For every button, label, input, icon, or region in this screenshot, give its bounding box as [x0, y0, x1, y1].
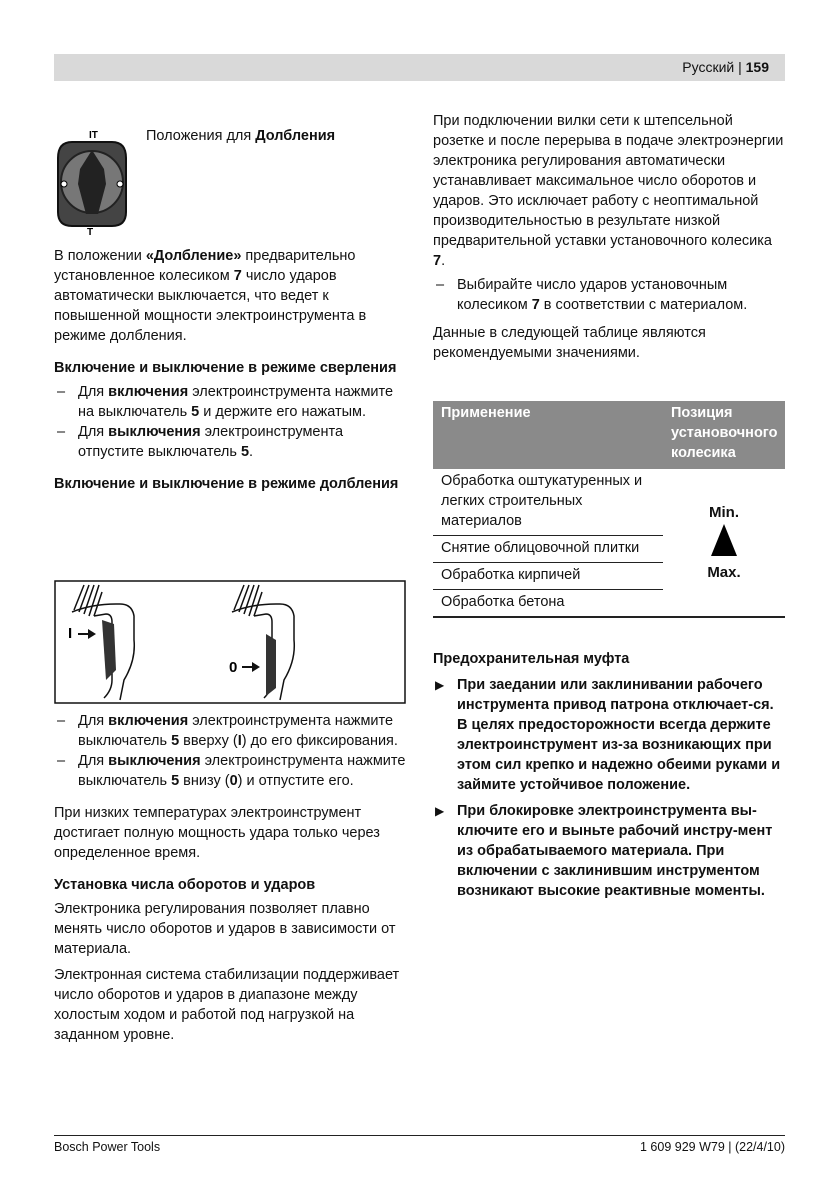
heading-chisel-mode: Включение и выключение в режиме долбления — [54, 476, 399, 492]
table-header-position: Позиция установочного колесика — [663, 401, 785, 469]
heading-speed-setting: Установка числа оборотов и ударов — [54, 877, 316, 893]
page-header-text — [682, 59, 769, 75]
cold-temperature-paragraph: При низких температурах электроинструмент достигает полную мощность удара только через определенное время. — [54, 805, 380, 861]
list-item: – Для выключения электроинструмента отпустите выключатель 5. — [57, 424, 344, 460]
list-item: – Выбирайте число ударов установочным колесиком 7 в соответствии с материалом. — [436, 277, 748, 313]
speed-paragraph-2: Электронная система стабилизации поддерживает число оборотов и ударов в диапазоне между холостым ходом и работой под нагрузкой на заданном уровне. — [54, 967, 400, 1043]
heading-safety-clutch: Предохранительная муфта — [433, 651, 630, 667]
warning-item: ▶ При заедании или заклинивании рабочего инструмента привод патрона отключает-ся. В целях предосторожности всегда держите электроинструмент из-за возникающих при этом сил крепко и надежно обеими руками и займите устойчивое положение. — [435, 677, 781, 793]
drill-instructions — [54, 382, 406, 462]
table-row: Обработка бетона — [433, 590, 785, 618]
safety-clutch-section — [433, 649, 785, 901]
table-header-row — [433, 401, 785, 469]
chisel-instructions — [54, 711, 406, 791]
increase-arrow-icon — [709, 522, 739, 558]
power-restore-paragraph: При подключении вилки сети к штепсельной розетке и после перерыва в подаче электроэнергии электроника регулирования автоматически устанавливает максимальное число оборотов и ударов. Это исключает работу с неоптимальной производительностью в результате низкой предварительной уставки установочного колесика 7. — [433, 113, 784, 269]
max-label: Max. — [707, 563, 741, 581]
header-language: Русский — [682, 59, 735, 75]
footer-brand: Bosch Power Tools — [54, 1140, 161, 1154]
dial-caption: Положения для Долбления — [146, 128, 336, 144]
mode-dial-illustration — [54, 124, 130, 236]
svg-text:0: 0 — [229, 659, 238, 676]
switch-illustration — [54, 580, 406, 704]
speed-paragraph-1: Электроника регулирования позволяет плавно менять число оборотов и ударов в зависимости от материала. — [54, 901, 396, 957]
right-column — [433, 111, 785, 363]
footer-divider — [54, 1135, 785, 1136]
footer-doc-id: 1 609 929 W79 | (22/4/10) — [639, 1140, 785, 1154]
table-row: Обработка кирпичей — [433, 563, 785, 590]
min-label: Min. — [709, 503, 739, 521]
list-item: – Для включения электроинструмента нажмите выключатель 5 вверху (I) до его фиксирования. — [57, 713, 398, 749]
bullet-arrow-icon: ▶ — [435, 804, 445, 818]
chisel-mode-paragraph: В положении «Долбление» предварительно установленное колесиком 7 число ударов автоматически выключается, что ведет к повышенной мощности электроинструмента в режиме долбления. — [54, 248, 367, 344]
svg-text:T: T — [87, 227, 94, 236]
table-row: Снятие облицовочной плитки — [433, 536, 785, 563]
table-intro-paragraph: Данные в следующей таблице являются рекомендуемыми значениями. — [433, 325, 706, 361]
left-column-lower — [54, 711, 406, 1045]
header-separator: | — [738, 59, 742, 75]
page-header-bar — [54, 54, 785, 81]
table-row: Обработка оштукатуренных и легких строительных материалов Min. Max. — [433, 469, 785, 536]
warning-item: ▶ При блокировке электроинструмента вы-ключите его и выньте рабочий инстру-мент из обрабатываемого материала. При включении с заклинившим инструментом возникают высокие реактивные моменты. — [435, 803, 773, 899]
list-item: – Для включения электроинструмента нажмите на выключатель 5 и держите его нажатым. — [57, 384, 394, 420]
table-header-application: Применение — [433, 401, 663, 469]
left-column — [54, 246, 406, 494]
heading-drill-mode: Включение и выключение в режиме сверления — [54, 360, 397, 376]
list-item: – Для выключения электроинструмента нажмите выключатель 5 внизу (0) и отпустите его. — [57, 753, 406, 789]
recommendation-table — [433, 401, 785, 618]
bullet-arrow-icon: ▶ — [435, 678, 445, 692]
svg-text:I: I — [68, 625, 73, 642]
page-number: 159 — [745, 59, 769, 75]
svg-text:IT: IT — [89, 130, 98, 141]
min-max-indicator — [663, 469, 785, 617]
